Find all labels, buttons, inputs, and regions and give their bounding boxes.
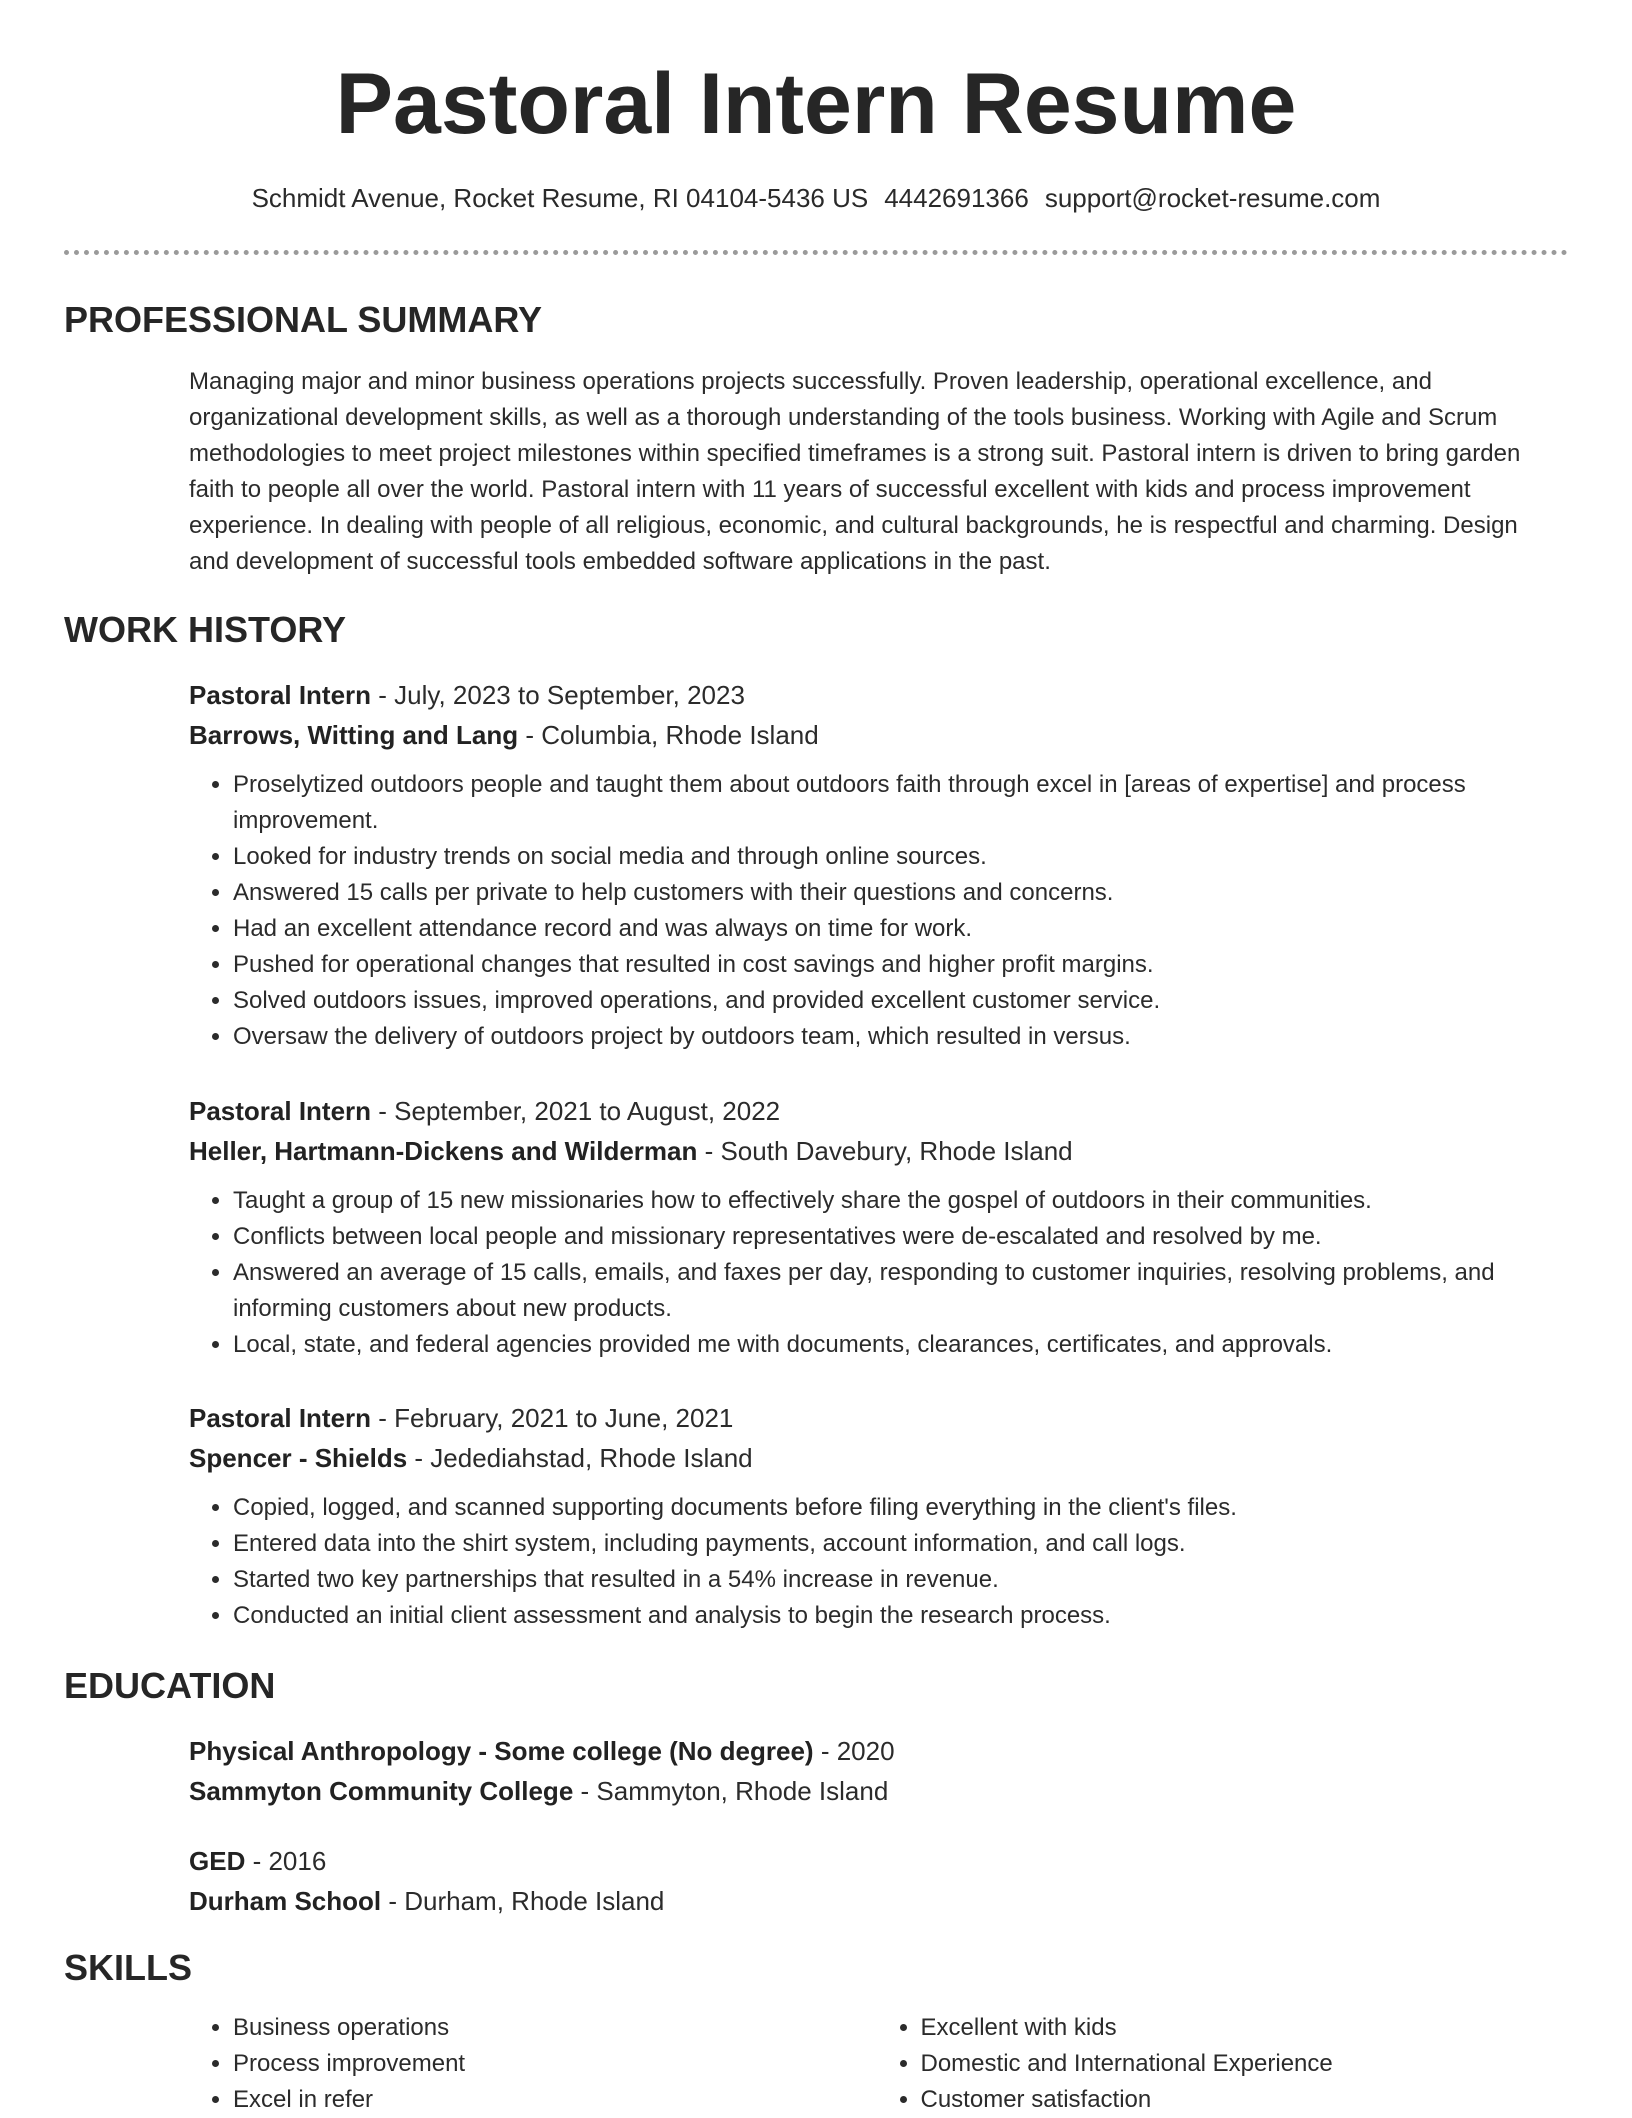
- education-school-line: [189, 1881, 1564, 1921]
- summary-heading: PROFESSIONAL SUMMARY: [64, 299, 543, 340]
- list-item: • Solved outdoors issues, improved operations, and provided excellent customer service.: [233, 983, 1564, 1019]
- list-item: • Oversaw the delivery of outdoors project by outdoors team, which resulted in versus.: [233, 1019, 1564, 1055]
- job-company-line: [189, 715, 1564, 755]
- job-bullets: [189, 1490, 1564, 1634]
- list-item: • Domestic and International Experience: [921, 2046, 1565, 2082]
- job-entry-3: [189, 1398, 1564, 1634]
- job-company-line: [189, 1131, 1564, 1171]
- summary-text: Managing major and minor business operations projects successfully. Proven leadership, operational excellence, and organizational development skills, as well as a thorough understanding of the tools business. Working with Agile and Scrum methodologies to meet project milestones within specified timeframes is a strong suit. Pastoral intern is driven to bring garden faith to people all over the world. Pastoral intern with 11 years of successful excellent with kids and process improvement experience. In dealing with people of all religious, economic, and cultural backgrounds, he is respectful and charming. Design and development of successful tools embedded software applications in the past.: [189, 368, 1521, 575]
- list-item: • Started two key partnerships that resulted in a 54% increase in revenue.: [233, 1562, 1564, 1598]
- job-title: Pastoral Intern: [189, 1403, 372, 1433]
- list-item: • Excellent with kids: [921, 2010, 1565, 2046]
- resume-title: Pastoral Intern Resume: [335, 56, 1297, 152]
- job-location: - Jedediahstad, Rhode Island: [407, 1443, 753, 1473]
- education-entry-1: [189, 1731, 1564, 1811]
- list-item: • Pushed for operational changes that resulted in cost savings and higher profit margins.: [233, 947, 1564, 983]
- list-item: • Conducted an initial client assessment and analysis to begin the research process.: [233, 1598, 1564, 1634]
- education-entry-2: [189, 1841, 1564, 1921]
- job-entry-1: [189, 675, 1564, 1055]
- list-item: • Process improvement: [233, 2046, 877, 2082]
- job-company: Heller, Hartmann-Dickens and Wilderman: [189, 1136, 698, 1166]
- list-item: • Business operations: [233, 2010, 877, 2046]
- education-degree-line: [189, 1731, 1564, 1771]
- contact-phone: 4442691366: [884, 183, 1029, 213]
- job-bullets: [189, 1183, 1564, 1363]
- list-item: • Excel in refer: [233, 2082, 877, 2118]
- skills-column-left: [189, 2010, 877, 2118]
- job-bullets: [189, 767, 1564, 1055]
- job-dates: - September, 2021 to August, 2022: [371, 1096, 781, 1126]
- job-dates: - July, 2023 to September, 2023: [371, 680, 745, 710]
- list-item: • Answered 15 calls per private to help customers with their questions and concerns.: [233, 875, 1564, 911]
- list-item: • Taught a group of 15 new missionaries how to effectively share the gospel of outdoors in their communities.: [233, 1183, 1564, 1219]
- education-school: Durham School: [189, 1886, 382, 1916]
- job-title: Pastoral Intern: [189, 1096, 372, 1126]
- header-divider: [64, 250, 1568, 255]
- list-item: • Customer satisfaction: [921, 2082, 1565, 2118]
- job-title: Pastoral Intern: [189, 680, 372, 710]
- contact-line: [0, 180, 1632, 216]
- list-item: • Conflicts between local people and missionary representatives were de-escalated and resolved by me.: [233, 1219, 1564, 1255]
- education-location: - Durham, Rhode Island: [381, 1886, 665, 1916]
- list-item: • Answered an average of 15 calls, emails, and faxes per day, responding to customer inquiries, resolving problems, and informing customers about new products.: [233, 1255, 1564, 1327]
- education-degree: Physical Anthropology - Some college (No degree): [189, 1736, 814, 1766]
- job-title-line: [189, 1091, 1564, 1131]
- job-location: - South Davebury, Rhode Island: [697, 1136, 1073, 1166]
- education-degree-line: [189, 1841, 1564, 1881]
- education-degree: GED: [189, 1846, 246, 1876]
- contact-email: support@rocket-resume.com: [1044, 183, 1381, 213]
- list-item: • Looked for industry trends on social media and through online sources.: [233, 839, 1564, 875]
- education-year: - 2016: [245, 1846, 327, 1876]
- education-year: - 2020: [813, 1736, 895, 1766]
- job-company-line: [189, 1438, 1564, 1478]
- contact-address: Schmidt Avenue, Rocket Resume, RI 04104-5436 US: [251, 183, 869, 213]
- skills-list: [189, 2010, 1564, 2118]
- list-item: • Entered data into the shirt system, including payments, account information, and call logs.: [233, 1526, 1564, 1562]
- skills-column-right: [877, 2010, 1565, 2118]
- list-item: • Copied, logged, and scanned supporting documents before filing everything in the client's files.: [233, 1490, 1564, 1526]
- job-title-line: [189, 1398, 1564, 1438]
- job-dates: - February, 2021 to June, 2021: [371, 1403, 734, 1433]
- work-history-heading: WORK HISTORY: [64, 609, 347, 650]
- job-title-line: [189, 675, 1564, 715]
- education-school-line: [189, 1771, 1564, 1811]
- job-location: - Columbia, Rhode Island: [518, 720, 819, 750]
- list-item: • Local, state, and federal agencies provided me with documents, clearances, certificates, and approvals.: [233, 1327, 1564, 1363]
- skills-heading: SKILLS: [64, 1947, 193, 1988]
- education-location: - Sammyton, Rhode Island: [573, 1776, 889, 1806]
- job-company: Barrows, Witting and Lang: [189, 720, 519, 750]
- list-item: • Proselytized outdoors people and taught them about outdoors faith through excel in [areas of expertise] and process improvement.: [233, 767, 1564, 839]
- list-item: • Had an excellent attendance record and was always on time for work.: [233, 911, 1564, 947]
- job-company: Spencer - Shields: [189, 1443, 408, 1473]
- education-school: Sammyton Community College: [189, 1776, 574, 1806]
- education-heading: EDUCATION: [64, 1665, 276, 1706]
- job-entry-2: [189, 1091, 1564, 1363]
